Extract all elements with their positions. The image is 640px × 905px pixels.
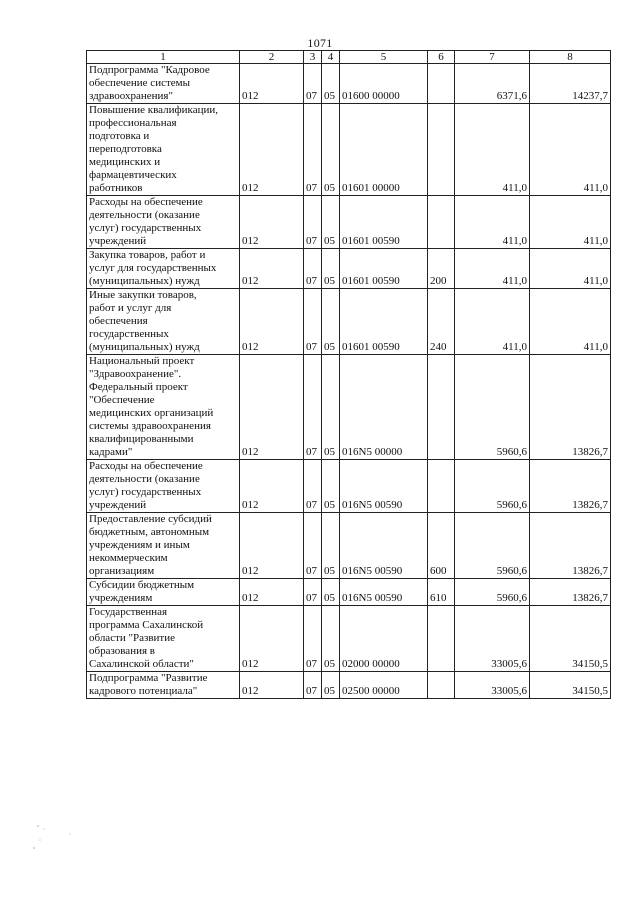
amount-col8-cell: 411,0 (530, 196, 611, 249)
amount-col8-cell: 13826,7 (530, 513, 611, 579)
amount-col7-cell: 411,0 (455, 249, 530, 289)
row-name-text: Подпрограмма "Развитие кадрового потенциала" (89, 672, 208, 697)
column-header-8: 8 (530, 51, 611, 64)
subsection-code-cell: 05 (322, 579, 340, 606)
subsection-code-cell: 05 (322, 355, 340, 460)
section-code-cell: 07 (304, 460, 322, 513)
expense-type-cell (428, 460, 455, 513)
expense-type-cell: 240 (428, 289, 455, 355)
expense-type-cell (428, 672, 455, 699)
ministry-code-cell: 012 (240, 104, 304, 196)
column-header-7: 7 (455, 51, 530, 64)
section-code-cell: 07 (304, 606, 322, 672)
table-row (87, 606, 611, 672)
row-name-text: Иные закупки товаров, работ и услуг для обеспечения государственных (муниципальных) нужд (89, 289, 200, 353)
table-row (87, 513, 611, 579)
target-article-cell: 02500 00000 (340, 672, 428, 699)
amount-col7-cell: 5960,6 (455, 513, 530, 579)
amount-col8-cell: 13826,7 (530, 355, 611, 460)
row-name-text: Национальный проект "Здравоохранение". Федеральный проект "Обеспечение медицинских организаций системы здравоохранения квалифицированными кадрами" (89, 355, 214, 458)
section-code-cell: 07 (304, 672, 322, 699)
row-name-text: Государственная программа Сахалинской области "Развитие образования в Сахалинской области" (89, 606, 204, 670)
amount-col7-cell: 411,0 (455, 196, 530, 249)
scan-specks (30, 820, 90, 860)
amount-col7-cell: 5960,6 (455, 355, 530, 460)
table-row (87, 196, 611, 249)
table-row (87, 64, 611, 104)
row-name-cell (87, 672, 240, 699)
amount-col7-cell: 6371,6 (455, 64, 530, 104)
subsection-code-cell: 05 (322, 249, 340, 289)
column-header-4: 4 (322, 51, 340, 64)
amount-col8-cell: 13826,7 (530, 579, 611, 606)
expense-type-cell (428, 64, 455, 104)
amount-col7-cell: 33005,6 (455, 606, 530, 672)
amount-col7-cell: 33005,6 (455, 672, 530, 699)
amount-col8-cell: 14237,7 (530, 64, 611, 104)
ministry-code-cell: 012 (240, 460, 304, 513)
table-header (87, 51, 611, 64)
expense-type-cell (428, 355, 455, 460)
target-article-cell: 01601 00000 (340, 104, 428, 196)
column-header-2: 2 (240, 51, 304, 64)
target-article-cell: 01601 00590 (340, 289, 428, 355)
ministry-code-cell: 012 (240, 64, 304, 104)
row-name-cell (87, 196, 240, 249)
header-row (87, 51, 611, 64)
ministry-code-cell: 012 (240, 579, 304, 606)
amount-col7-cell: 5960,6 (455, 579, 530, 606)
target-article-cell: 016N5 00590 (340, 513, 428, 579)
ministry-code-cell: 012 (240, 249, 304, 289)
section-code-cell: 07 (304, 513, 322, 579)
table-row (87, 672, 611, 699)
subsection-code-cell: 05 (322, 460, 340, 513)
amount-col8-cell: 411,0 (530, 249, 611, 289)
expense-type-cell: 610 (428, 579, 455, 606)
target-article-cell: 016N5 00590 (340, 460, 428, 513)
amount-col8-cell: 13826,7 (530, 460, 611, 513)
subsection-code-cell: 05 (322, 606, 340, 672)
subsection-code-cell: 05 (322, 513, 340, 579)
table-row (87, 460, 611, 513)
target-article-cell: 016N5 00590 (340, 579, 428, 606)
section-code-cell: 07 (304, 355, 322, 460)
table-row (87, 579, 611, 606)
expense-type-cell (428, 196, 455, 249)
ministry-code-cell: 012 (240, 606, 304, 672)
table-body (87, 64, 611, 699)
amount-col7-cell: 411,0 (455, 289, 530, 355)
budget-table (86, 50, 611, 699)
subsection-code-cell: 05 (322, 672, 340, 699)
expense-type-cell: 600 (428, 513, 455, 579)
section-code-cell: 07 (304, 579, 322, 606)
row-name-cell (87, 289, 240, 355)
target-article-cell: 01601 00590 (340, 196, 428, 249)
expense-type-cell (428, 104, 455, 196)
row-name-cell (87, 355, 240, 460)
row-name-cell (87, 249, 240, 289)
table-row (87, 289, 611, 355)
target-article-cell: 016N5 00000 (340, 355, 428, 460)
ministry-code-cell: 012 (240, 355, 304, 460)
ministry-code-cell: 012 (240, 672, 304, 699)
amount-col8-cell: 411,0 (530, 289, 611, 355)
section-code-cell: 07 (304, 196, 322, 249)
row-name-cell (87, 579, 240, 606)
target-article-cell: 01601 00590 (340, 249, 428, 289)
amount-col7-cell: 411,0 (455, 104, 530, 196)
column-header-6: 6 (428, 51, 455, 64)
row-name-text: Предоставление субсидий бюджетным, автономным учреждениям и иным некоммерческим организациям (89, 513, 212, 577)
row-name-text: Расходы на обеспечение деятельности (оказание услуг) государственных учреждений (89, 196, 203, 247)
table-row (87, 355, 611, 460)
target-article-cell: 01600 00000 (340, 64, 428, 104)
page-number: 1071 (307, 36, 333, 50)
ministry-code-cell: 012 (240, 513, 304, 579)
row-name-cell (87, 606, 240, 672)
target-article-cell: 02000 00000 (340, 606, 428, 672)
section-code-cell: 07 (304, 289, 322, 355)
amount-col8-cell: 34150,5 (530, 606, 611, 672)
amount-col8-cell: 34150,5 (530, 672, 611, 699)
ministry-code-cell: 012 (240, 196, 304, 249)
section-code-cell: 07 (304, 249, 322, 289)
column-header-5: 5 (340, 51, 428, 64)
column-header-1: 1 (87, 51, 240, 64)
row-name-text: Субсидии бюджетным учреждениям (89, 579, 195, 604)
row-name-text: Закупка товаров, работ и услуг для государственных (муниципальных) нужд (89, 249, 217, 287)
subsection-code-cell: 05 (322, 289, 340, 355)
row-name-text: Подпрограмма "Кадровое обеспечение системы здравоохранения" (89, 64, 210, 102)
row-name-cell (87, 460, 240, 513)
row-name-cell (87, 64, 240, 104)
table-row (87, 249, 611, 289)
row-name-cell (87, 513, 240, 579)
amount-col7-cell: 5960,6 (455, 460, 530, 513)
subsection-code-cell: 05 (322, 196, 340, 249)
ministry-code-cell: 012 (240, 289, 304, 355)
table-row (87, 104, 611, 196)
row-name-text: Расходы на обеспечение деятельности (оказание услуг) государственных учреждений (89, 460, 203, 511)
amount-col8-cell: 411,0 (530, 104, 611, 196)
expense-type-cell (428, 606, 455, 672)
subsection-code-cell: 05 (322, 64, 340, 104)
subsection-code-cell: 05 (322, 104, 340, 196)
column-header-3: 3 (304, 51, 322, 64)
expense-type-cell: 200 (428, 249, 455, 289)
row-name-cell (87, 104, 240, 196)
row-name-text: Повышение квалификации, профессиональная подготовка и переподготовка медицинских и фармацевтических работников (89, 104, 219, 194)
section-code-cell: 07 (304, 104, 322, 196)
section-code-cell: 07 (304, 64, 322, 104)
